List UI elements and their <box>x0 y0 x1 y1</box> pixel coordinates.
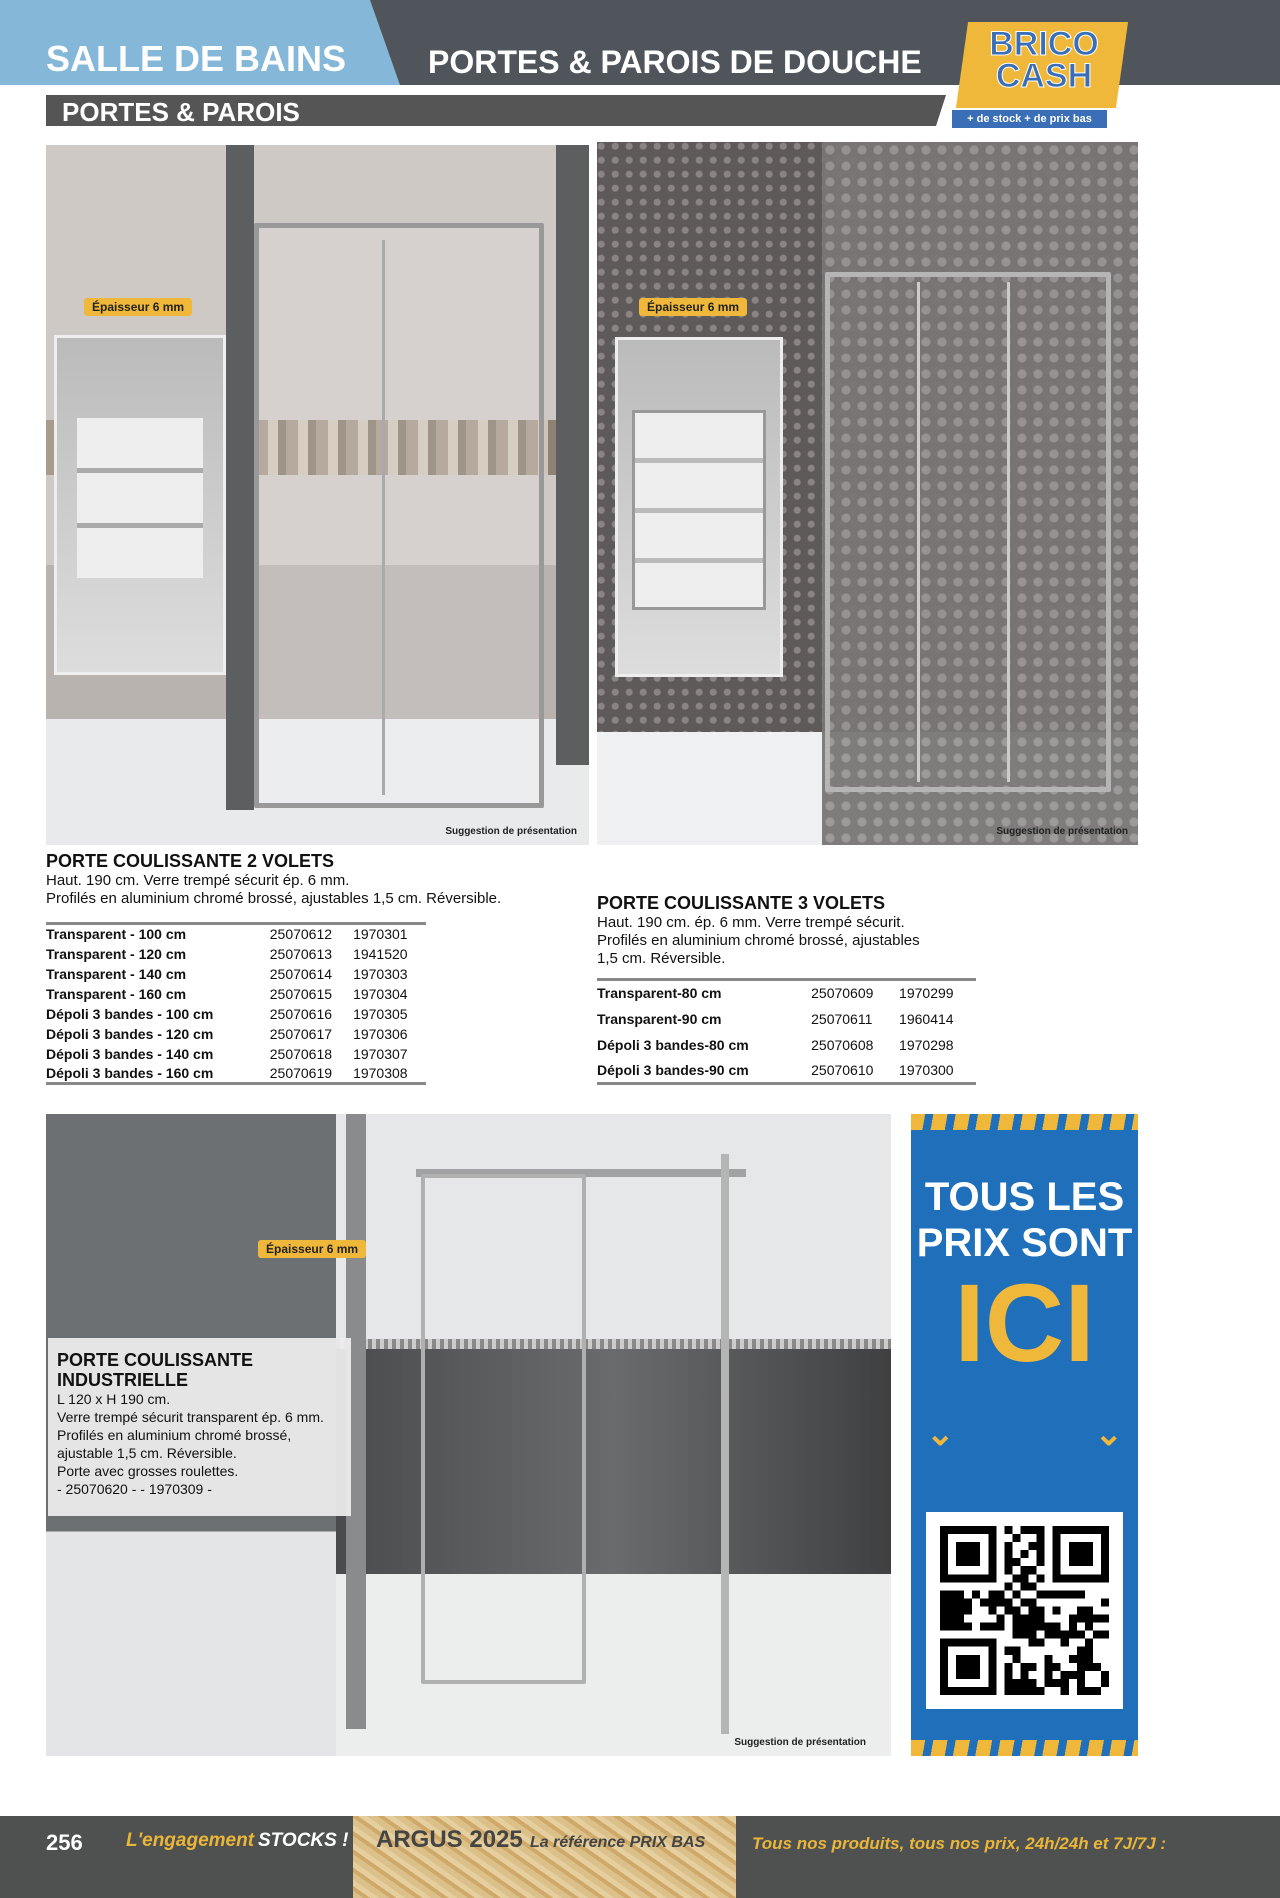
product-references: - 25070620 - - 1970309 - <box>57 1481 212 1497</box>
product-title: PORTE COULISSANTE 3 VOLETS <box>597 893 886 913</box>
code-cell: 1970298 <box>899 1036 954 1053</box>
reference-cell: 25070613 <box>269 945 333 962</box>
variant-cell: Transparent-80 cm <box>597 985 722 1002</box>
variant-cell: Dépoli 3 bandes - 100 cm <box>46 1005 214 1022</box>
reference-cell: 25070619 <box>269 1064 333 1081</box>
reference-cell: 25070611 <box>811 1010 873 1027</box>
variant-cell: Dépoli 3 bandes - 160 cm <box>46 1064 214 1081</box>
table-row <box>46 1004 426 1024</box>
product-desc: Profilés en aluminium chromé brossé, ajustables 1,5 cm. Réversible. <box>46 890 502 907</box>
code-cell: 1970304 <box>353 985 408 1002</box>
variant-cell: Dépoli 3 bandes-90 cm <box>597 1061 749 1078</box>
suggestion-caption: Suggestion de présentation <box>445 826 577 837</box>
logo-line2: CASH <box>995 57 1093 95</box>
product-photo-2-volets <box>46 145 589 845</box>
table-row <box>597 980 976 1006</box>
table-row <box>46 1024 426 1044</box>
product-photo-3-volets <box>597 142 1138 845</box>
product-2-volets-info <box>46 851 546 1085</box>
product-industrielle-info <box>48 1338 351 1516</box>
product-desc: L 120 x H 190 cm. <box>57 1391 171 1407</box>
product-desc: ajustable 1,5 cm. Réversible. <box>57 1445 237 1461</box>
code-cell: 1941520 <box>353 945 408 962</box>
table-row <box>597 1058 976 1084</box>
reference-cell: 25070618 <box>269 1045 333 1062</box>
footer-engagement: L'engagement <box>126 1830 255 1851</box>
table-row <box>46 1064 426 1084</box>
banner-line2: PRIX SONT <box>916 1221 1133 1265</box>
product-title: PORTE COULISSANTE <box>57 1350 254 1370</box>
reference-cell: 25070616 <box>269 1005 333 1022</box>
product-desc: Profilés en aluminium chromé brossé, ajustables <box>597 932 920 949</box>
variant-cell: Dépoli 3 bandes - 140 cm <box>46 1045 214 1062</box>
brico-cash-logo <box>952 22 1130 128</box>
variant-cell: Transparent - 140 cm <box>46 965 187 982</box>
code-cell: 1960414 <box>899 1010 954 1027</box>
prices-qr-banner <box>911 1114 1138 1756</box>
code-cell: 1970299 <box>899 985 954 1002</box>
code-cell: 1970301 <box>353 926 408 943</box>
reference-cell: 25070614 <box>269 965 333 982</box>
product-3-volets-info <box>597 893 997 1085</box>
code-cell: 1970303 <box>353 965 408 982</box>
reference-cell: 25070612 <box>269 926 333 943</box>
table-row <box>46 944 426 964</box>
thickness-badge: Épaisseur 6 mm <box>258 1240 366 1258</box>
logo-tagline: + de stock + de prix bas <box>952 110 1107 128</box>
product-desc: Haut. 190 cm. Verre trempé sécurit ép. 6 mm. <box>46 872 350 889</box>
product-reference-table <box>46 922 426 1085</box>
product-photo-industrielle <box>46 1114 891 1756</box>
variant-cell: Dépoli 3 bandes - 120 cm <box>46 1025 214 1042</box>
page-title: PORTES & PAROIS DE DOUCHE <box>428 44 922 80</box>
logo-line1: BRICO <box>989 25 1099 63</box>
product-desc: Haut. 190 cm. ép. 6 mm. Verre trempé sécurit. <box>597 914 905 931</box>
code-cell: 1970305 <box>353 1005 408 1022</box>
suggestion-caption: Suggestion de présentation <box>734 1737 866 1748</box>
product-reference-table <box>597 978 976 1085</box>
variant-cell: Transparent - 120 cm <box>46 945 187 962</box>
variant-cell: Dépoli 3 bandes-80 cm <box>597 1036 749 1053</box>
product-desc: 1,5 cm. Réversible. <box>597 950 726 967</box>
footer-argus: ARGUS 2025 <box>376 1826 523 1853</box>
table-row <box>597 1006 976 1032</box>
variant-cell: Transparent-90 cm <box>597 1010 722 1027</box>
footer-stocks: STOCKS ! <box>258 1830 349 1851</box>
code-cell: 1970300 <box>899 1061 954 1078</box>
product-desc: Verre trempé sécurit transparent ép. 6 mm. <box>57 1409 324 1425</box>
code-cell: 1970308 <box>353 1064 408 1081</box>
chevron-down-icon: ⌄ <box>926 1415 955 1453</box>
banner-ici: ICI <box>954 1262 1095 1385</box>
table-row <box>597 1032 976 1058</box>
product-desc: Profilés en aluminium chromé brossé, <box>57 1427 292 1443</box>
code-cell: 1970306 <box>353 1025 408 1042</box>
table-row <box>46 964 426 984</box>
banner-line1: TOUS LES <box>924 1175 1125 1219</box>
page-number: 256 <box>46 1830 83 1855</box>
product-desc: Porte avec grosses roulettes. <box>57 1463 239 1479</box>
variant-cell: Transparent - 100 cm <box>46 926 187 943</box>
variant-cell: Transparent - 160 cm <box>46 985 187 1002</box>
reference-cell: 25070608 <box>811 1036 874 1053</box>
subheader-title: PORTES & PAROIS <box>62 97 300 127</box>
suggestion-caption: Suggestion de présentation <box>996 826 1128 837</box>
reference-cell: 25070609 <box>811 985 874 1002</box>
product-title: INDUSTRIELLE <box>57 1370 189 1390</box>
section-title: SALLE DE BAINS <box>46 38 347 79</box>
code-cell: 1970307 <box>353 1045 408 1062</box>
thickness-badge: Épaisseur 6 mm <box>84 298 192 316</box>
product-title: PORTE COULISSANTE 2 VOLETS <box>46 851 335 871</box>
chevron-down-icon: ⌄ <box>1094 1415 1123 1453</box>
table-row <box>46 1044 426 1064</box>
table-row <box>46 984 426 1004</box>
reference-cell: 25070617 <box>269 1025 333 1042</box>
thickness-badge: Épaisseur 6 mm <box>639 298 747 316</box>
table-row <box>46 924 426 944</box>
reference-cell: 25070615 <box>269 985 333 1002</box>
reference-cell: 25070610 <box>811 1061 874 1078</box>
footer-reference: La référence PRIX BAS <box>530 1834 706 1851</box>
qr-code[interactable] <box>926 1512 1123 1709</box>
footer-tagline: Tous nos produits, tous nos prix, 24h/24h et 7J/7J : <box>752 1834 1167 1853</box>
